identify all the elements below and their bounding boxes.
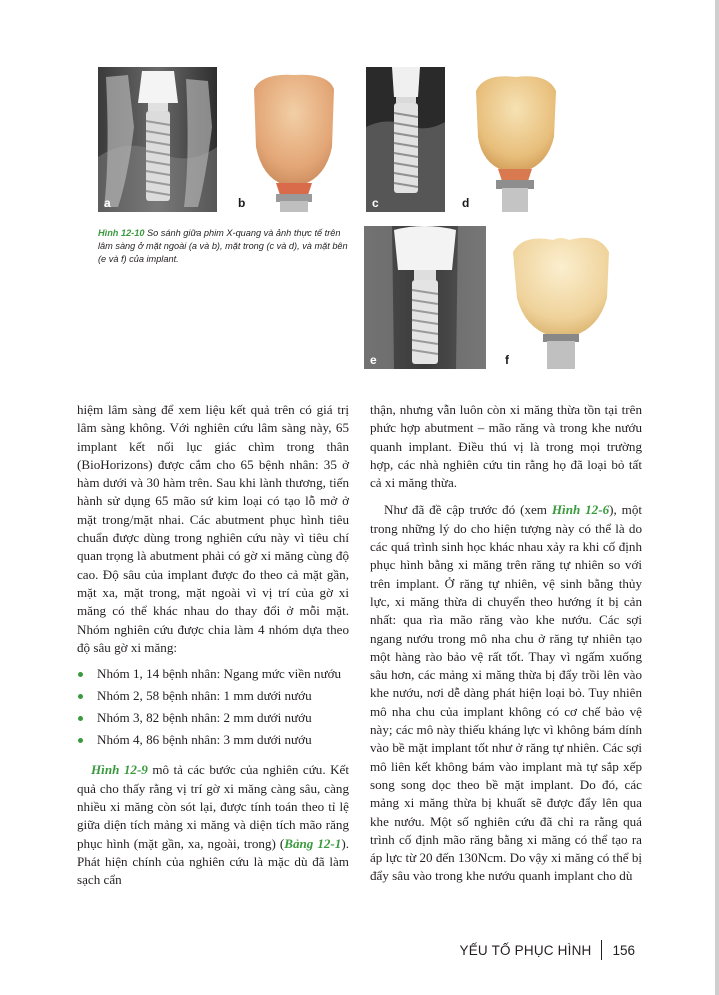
figure-reference: Hình 12-6: [551, 502, 610, 518]
table-reference: Bảng 12-1: [284, 835, 342, 851]
crown-photo: [499, 226, 623, 369]
bullet-icon: [78, 716, 83, 721]
list-item-text: Nhóm 1, 14 bệnh nhân: Ngang mức viền nướu: [97, 666, 342, 682]
bullet-icon: [78, 694, 83, 699]
figure-caption: [98, 227, 356, 266]
paragraph: hiệm lâm sàng để xem liệu kết quả trên có giá trị lâm sàng không. Với nghiên cứu lâm sàng này, 65 implant kết nối lục giác chìm trong thân (BioHorizons) được cắm cho 65 bệnh nhân: 35 ở hàm dưới và 30 hàm trên. Sau khi lành thương, tiến hành sử dụng 65 mão sứ kim loại có tạo lỗ mở ở mặt trong/mặt nhai. Các abutment phục hình tiêu chuẩn được dùng trong nghiên cứu này vì tiêu chí quan trọng là abutment phải có gờ xi măng cùng độ cao. Độ sâu của implant được đo theo cả mặt gần, mặt xa, mặt trong, mặt ngoài vì vị trí của gờ xi măng có thể khác nhau do thay đổi ở mỗi mặt. Nhóm nghiên cứu được chia làm 4 nhóm dựa theo độ sâu gờ xi măng:: [77, 402, 349, 655]
paragraph-text: mô tả các bước của nghiên cứu. Kết quả cho thấy rằng vị trí gờ xi măng càng sâu, càng nhiều xi măng còn sót lại, được tính toán theo tỉ lệ giữa diện tích mảng xi măng và diện tích mão răng phục hình (mặt gần, xa, ngoài, trong) (: [77, 762, 349, 851]
page-number: 156: [612, 942, 635, 958]
figure-c-xray: [366, 67, 445, 212]
list-item: [77, 709, 349, 727]
list-item-text: Nhóm 4, 86 bệnh nhân: 3 mm dưới nướu: [97, 732, 312, 748]
crown-photo: [456, 67, 575, 212]
xray-image: [98, 67, 217, 212]
list-item: [77, 731, 349, 749]
list-item-text: Nhóm 3, 82 bệnh nhân: 2 mm dưới nướu: [97, 710, 312, 726]
page-edge: [715, 0, 719, 995]
footer-divider: [601, 940, 602, 960]
figure-d-crown-photo: [456, 67, 575, 212]
paragraph-text: ). Phát hiện chính của nghiên cứu là mặc dù đã làm sạch cẩn: [77, 835, 349, 888]
paragraph: [370, 501, 642, 885]
left-column: [77, 401, 349, 889]
bullet-icon: [78, 738, 83, 743]
figure-reference: Hình 12-9: [91, 762, 148, 778]
list-item: [77, 665, 349, 683]
figure-label: a: [104, 196, 111, 210]
figure-a-xray: [98, 67, 217, 212]
crown-photo: [232, 67, 356, 212]
figure-label: f: [505, 353, 509, 367]
xray-image: [366, 67, 445, 212]
figure-label: e: [370, 353, 377, 367]
caption-text: So sánh giữa phim X-quang và ảnh thực tế trên lâm sàng ở mặt ngoài (a và b), mặt trong (c và d), và mặt bên (e và f) của implant.: [98, 228, 348, 264]
paragraph: [77, 761, 349, 889]
paragraph-text: ), một trong những lý do cho hiện tượng này có thể là do các quá trình sinh học khác nhau xảy ra khi cố định phục hình bằng xi măng trên răng tự nhiên so với trên implant. Ở răng tự nhiên, vệ sinh bằng thủy lực, xi măng thừa di chuyển theo hướng ít bị cản nhất: qua rìa mão răng vào khe nướu. Các sợi ngang nướu trong mô nha chu ở răng tự nhiên tạo một hàng rào bảo vệ rất tốt. Thay vì ngấm xuống sâu hơn, các mảng xi măng thừa bị đẩy trồi lên vào khe nướu, nơi dễ dàng phát hiện loại bỏ. Tuy nhiên mô nha chu của implant không có cơ chế bảo vệ này; các mô này thiếu kháng lực vì không bám dính vào bề mặt implant tốt như ở răng tự nhiên. Các sợi mô liên kết không bám vào implant mà tự sắp xếp song song dọc theo bề mặt implant. Do đó, các mảng xi măng thừa bị khuất sẽ được đẩy lên qua khe nướu. Một số nghiên cứu đã chỉ ra rằng quá trình cố định mão răng bằng xi măng có thể tạo ra áp lực từ 20 đến 130Ncm. Do vậy xi măng có thể bị đẩy sâu vào trong khe nướu quanh implant cho dù: [370, 502, 643, 884]
bullet-icon: [78, 672, 83, 677]
list-item: [77, 687, 349, 705]
figure-f-crown-photo: [499, 226, 623, 369]
figure-b-crown-photo: [232, 67, 356, 212]
caption-label: Hình 12-10: [98, 228, 145, 238]
figure-label: b: [238, 196, 246, 210]
paragraph: thận, nhưng vẫn luôn còn xi măng thừa tồn tại trên phức hợp abutment – mão răng và trong khe nướu quanh implant. Điều thú vị là trong mọi trường hợp, các nhà nghiên cứu tin rằng họ đã loại bỏ tất cả xi măng thừa.: [370, 402, 642, 491]
bullet-list: [77, 665, 349, 749]
figure-label: d: [462, 196, 470, 210]
running-title: YẾU TỐ PHỤC HÌNH: [459, 942, 592, 958]
page-footer: [460, 940, 636, 960]
xray-image: [364, 226, 486, 369]
right-column: [370, 401, 642, 886]
list-item-text: Nhóm 2, 58 bệnh nhân: 1 mm dưới nướu: [97, 688, 312, 704]
paragraph-text: Như đã đề cập trước đó (xem: [384, 502, 552, 518]
figure-label: c: [372, 196, 379, 210]
figure-e-xray: [364, 226, 486, 369]
